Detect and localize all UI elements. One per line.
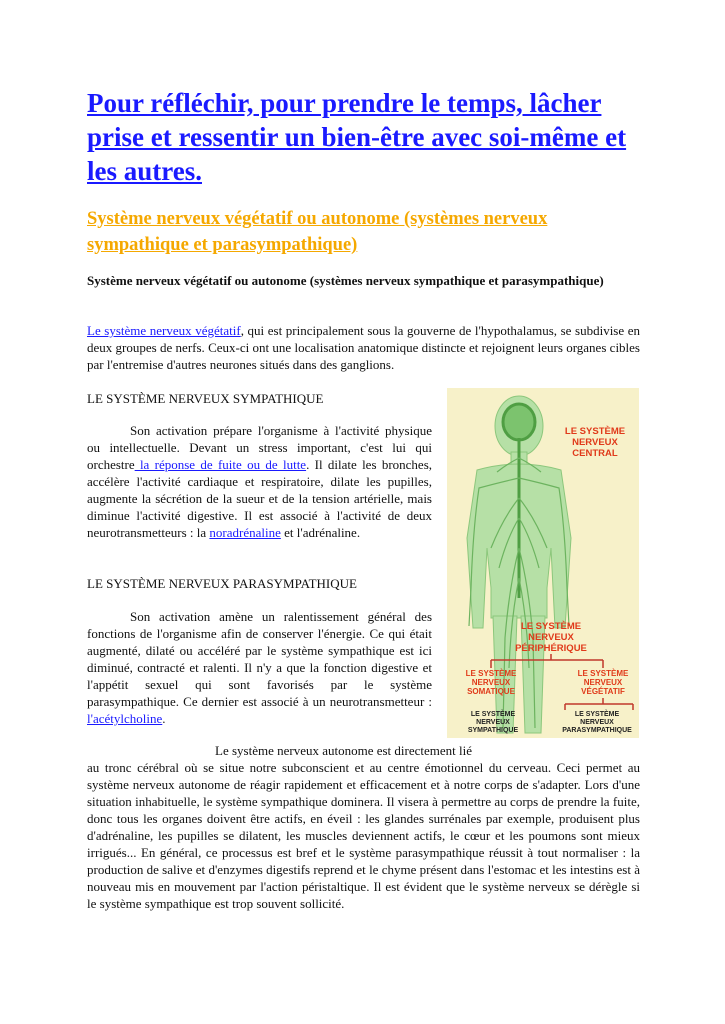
intro-text: , qui est principalement sous la gouverne de l'hypothalamus, se subdivise en deux groupes de nerfs. Ceux-ci ont une localisation anatomique distincte et rejoignent leurs organes cibles par l'entremise d'autres neurones situés dans des ganglions.	[87, 323, 640, 372]
symp-line-3: SYMPATHIQUE	[467, 727, 519, 734]
label-vegetatif	[578, 669, 629, 696]
parasympathique-text-1: Son activation amène un ralentissement général des fonctions de l'organisme afin de conserver l'énergie. Ce qui était augmenté, dilaté ou accéléré par le système sympathique est ici diminué, contracté et ralenti. Il n'y a que la fonction digestive et l'appétit sexuel qui sont favorisés par le système parasympathique. Ce dernier est associé à un neurotransmetteur :	[87, 609, 432, 709]
soma-line-1: LE SYSTÈME	[465, 669, 517, 678]
sympathique-text-1: Son activation prépare l'organisme à l'activité physique ou intellectuelle. Devant un stress important, c'est lui qui orchestre	[87, 423, 432, 472]
nervous-system-diagram	[447, 388, 639, 738]
veg-line-3: VÉGÉTATIF	[581, 687, 625, 696]
veg-line-2: NERVEUX	[583, 678, 623, 687]
heading-sympathique: LE SYSTÈME NERVEUX SYMPATHIQUE	[87, 391, 324, 406]
link-systeme-nerveux-vegetatif[interactable]: Le système nerveux végétatif	[87, 323, 241, 338]
para-line-1: LE SYSTÈME	[574, 711, 620, 718]
symp-line-2: NERVEUX	[476, 719, 510, 726]
nervous-system-illustration	[447, 388, 639, 738]
paragraph-final	[87, 742, 640, 912]
soma-line-3: SOMATIQUE	[467, 687, 515, 696]
intro-paragraph	[87, 322, 640, 373]
final-rest: au tronc cérébral où se situe notre subconscient et au centre émotionnel du cerveau. Ceci permet au système nerveux autonome de réagir rapidement et efficacement et à notre corps de s'adapter. Lors d'une situation inhabituelle, le système sympathique dominera. Il visera à permettre au corps de prendre la fuite, donc tous les organes doivent être actifs, en éveil : les glandes surrénales par exemple, produisent plus d'adrénaline, les pupilles se dilatent, les muscles deviennent actifs, le cœur et les poumons sont mieux irrigués... En général, ce processus est bref et le système parasympathique réussit à tout normaliser : la production de salive et d'enzymes digestifs reprend et le chyme présent dans l'estomac et les intestins est à nouveau mis en mouvement par l'action péristaltique. Il est évident que le système nerveux se dérègle si le système sympathique est trop souvent sollicité.	[87, 760, 640, 911]
heading-parasympathique: LE SYSTÈME NERVEUX PARASYMPATHIQUE	[87, 576, 357, 591]
soma-line-2: NERVEUX	[471, 678, 511, 687]
link-acetylcholine[interactable]: l'acétylcholine	[87, 711, 163, 726]
page-subtitle: Système nerveux végétatif ou autonome (systèmes nerveux sympathique et parasympathique)	[87, 209, 548, 255]
peri-line-3: PÉRIPHÉRIQUE	[515, 643, 587, 654]
paragraph-parasympathique	[87, 608, 432, 727]
intro-bold-heading: Système nerveux végétatif ou autonome (systèmes nerveux sympathique et parasympathique)	[87, 273, 604, 288]
symp-line-1: LE SYSTÈME	[470, 711, 516, 718]
para-line-3: PARASYMPATHIQUE	[562, 727, 632, 734]
para-line-2: NERVEUX	[580, 719, 614, 726]
central-line-3: CENTRAL	[572, 448, 618, 459]
central-line-2: NERVEUX	[572, 437, 618, 448]
veg-line-1: LE SYSTÈME	[577, 669, 629, 678]
label-parasympathique	[562, 709, 632, 734]
peri-line-1: LE SYSTÈME	[520, 621, 582, 632]
final-first-line: Le système nerveux autonome est directement lié	[215, 743, 473, 758]
paragraph-sympathique	[87, 422, 432, 541]
label-somatique	[466, 669, 517, 696]
parasympathique-text-2: .	[162, 711, 166, 726]
peri-line-2: NERVEUX	[528, 632, 574, 643]
label-central	[565, 426, 625, 459]
sympathique-text-2: . Il dilate les bronches, accélère l'activité cardiaque et respiratoire, dilate les pupilles, augmente la sécrétion de la sueur et de la tension artérielle, mais diminue l'activité digestive. Il est associé à l'activité de deux neurotransmetteurs : la	[87, 457, 432, 540]
page-title: Pour réfléchir, pour prendre le temps, lâcher prise et ressentir un bien-être avec soi-même et les autres.	[87, 88, 627, 186]
sympathique-text-3: et l'adrénaline.	[280, 525, 361, 540]
link-noradrenaline[interactable]: noradrénaline	[209, 525, 281, 540]
central-line-1: LE SYSTÈME	[564, 426, 626, 437]
link-reponse-fuite-lutte[interactable]: la réponse de fuite ou de lutte	[134, 457, 307, 472]
